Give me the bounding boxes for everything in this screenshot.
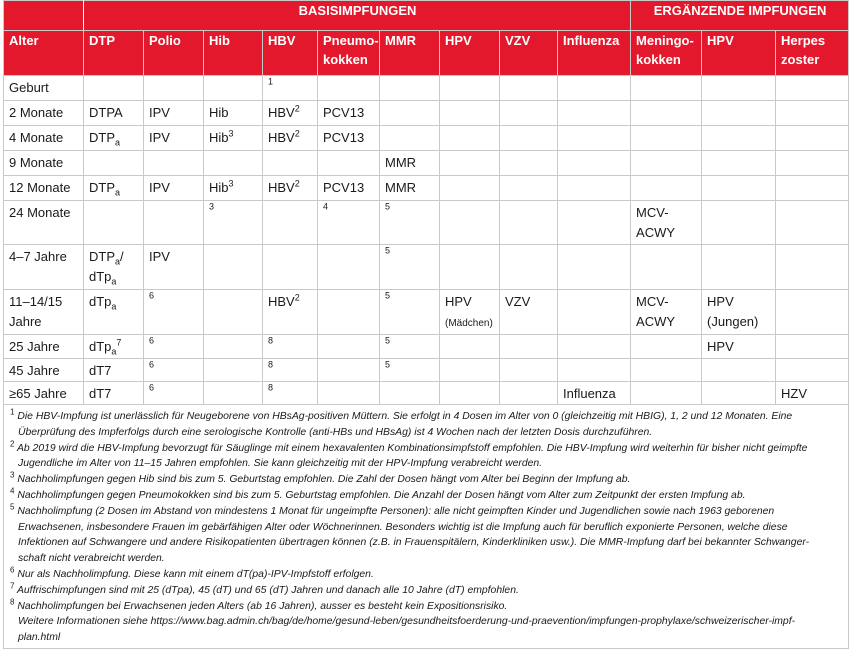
cell-hbv: 8 bbox=[263, 382, 318, 405]
cell-hbv: HBV$^2$ bbox=[263, 176, 318, 201]
footnote-4: $^4$ Nachholimpfungen gegen Pneumokokken sind bis zum 5. Geburtstag empfohlen. Die Anzahl der Dosen hängt vom Alter zum Zeitpunkt der ersten Impfung ab. bbox=[10, 486, 746, 501]
table-row bbox=[4, 151, 849, 176]
cell-polio: IPV bbox=[144, 126, 204, 151]
group-extra-header: ERGÄNZENDE IMPFUNGEN bbox=[631, 1, 849, 31]
cell-hbv: 8 bbox=[263, 335, 318, 359]
cell-mmr: 5 bbox=[380, 201, 440, 245]
col-pneumo: Pneumo- kokken bbox=[318, 31, 380, 76]
cell-age: 12 Monate bbox=[4, 176, 84, 201]
group-header-row bbox=[4, 1, 849, 31]
header-blank bbox=[4, 1, 84, 31]
cell-pneumo: PCV13 bbox=[318, 126, 380, 151]
table-row bbox=[4, 201, 849, 245]
info-link[interactable]: Weitere Informationen siehe https://www.bag.admin.ch/bag/de/home/gesund-leben/gesundheitsfoerderung-und-praevention/impfungen-prophylaxe/schweizerischer-impf- bbox=[18, 616, 796, 628]
cell-pneumo: PCV13 bbox=[318, 101, 380, 126]
table-row bbox=[4, 359, 849, 382]
cell-dtp: dT7 bbox=[84, 359, 144, 382]
cell-pneumo: PCV13 bbox=[318, 176, 380, 201]
cell-polio: IPV bbox=[144, 245, 204, 290]
table-row bbox=[4, 335, 849, 359]
table-row bbox=[4, 101, 849, 126]
col-hpv: HPV bbox=[440, 31, 500, 76]
cell-mmr: MMR bbox=[380, 151, 440, 176]
cell-dtp: dTp$_a^7$ bbox=[84, 335, 144, 359]
footnote-2: $^2$ Ab 2019 wird die HBV-Impfung bevorzugt für Säuglinge mit einem hexavalenten Kombinationsimpfstoff empfohlen. Die HBV-Impfung wird weiterhin für bisher nicht geimpfte bbox=[10, 439, 808, 454]
footnote-5: $^5$ Nachholimpfung (2 Dosen im Abstand von mindestens 1 Monat für ungeimpfte Personen): alle nicht geimpften Kinder und Jugendlichen sowie nach 1963 geborenen bbox=[10, 502, 775, 517]
cell-dtp: DTPA bbox=[84, 101, 144, 126]
cell-meningo: MCV- ACWY bbox=[631, 290, 702, 335]
cell-polio: 6 bbox=[144, 382, 204, 405]
group-basic-header: BASISIMPFUNGEN bbox=[84, 1, 631, 31]
cell-hbv: 8 bbox=[263, 359, 318, 382]
cell-hpv: HPV (Mädchen) bbox=[440, 290, 500, 335]
col-dtp: DTP bbox=[84, 31, 144, 76]
cell-age: 25 Jahre bbox=[4, 335, 84, 359]
cell-hib: 3 bbox=[204, 201, 263, 245]
cell-hib: Hib bbox=[204, 101, 263, 126]
cell-herpes: HZV bbox=[776, 382, 849, 405]
cell-age: 24 Monate bbox=[4, 201, 84, 245]
cell-age: 4–7 Jahre bbox=[4, 245, 84, 290]
col-meningo: Meningo- kokken bbox=[631, 31, 702, 76]
footnote-3: $^3$ Nachholimpfungen gegen Hib sind bis zum 5. Geburtstag empfohlen. Die Zahl der Dosen hängt vom Alter bei Beginn der Impfung ab. bbox=[10, 470, 631, 486]
table-row bbox=[4, 76, 849, 101]
col-hbv: HBV bbox=[263, 31, 318, 76]
cell-age: Geburt bbox=[4, 76, 84, 101]
cell-dtp: dT7 bbox=[84, 382, 144, 405]
footnote-8: $^8$ Nachholimpfungen bei Erwachsenen jeden Alters (ab 16 Jahren), ausser es besteht kein Expositionsrisiko. bbox=[10, 597, 508, 612]
cell-hib: Hib$^3$ bbox=[204, 126, 263, 151]
col-alter: Alter bbox=[4, 31, 84, 76]
col-hpv-extra: HPV bbox=[702, 31, 776, 76]
cell-age: 4 Monate bbox=[4, 126, 84, 151]
cell-dtp: $DTP_a$ bbox=[84, 176, 144, 201]
cell-meningo: MCV- ACWY bbox=[631, 201, 702, 245]
cell-polio: 6 bbox=[144, 290, 204, 335]
footnote-5-cont: Erwachsenen, insbesondere Frauen im gebärfähigen Alter oder Wöchnerinnen. Besonders wichtig ist die Impfung auch für beruflich exponierte Personen, welche diese bbox=[18, 521, 788, 533]
col-polio: Polio bbox=[144, 31, 204, 76]
column-header-row bbox=[4, 31, 849, 76]
cell-hbv: HBV$^2$ bbox=[263, 101, 318, 126]
table-row bbox=[4, 245, 849, 290]
cell-age: 9 Monate bbox=[4, 151, 84, 176]
cell-vzv: VZV bbox=[500, 290, 558, 335]
cell-dtp: dTp$_a$ bbox=[84, 290, 144, 335]
col-hib: Hib bbox=[204, 31, 263, 76]
schedule-table bbox=[3, 0, 849, 405]
cell-polio: IPV bbox=[144, 101, 204, 126]
cell-dtp: $DTP_a/$ dTp$_a$ bbox=[84, 245, 144, 290]
footnote-2-cont: Jugendliche im Alter von 11–15 Jahren empfohlen. Sie kann gleichzeitig mit der HPV-Impfung verabreicht werden. bbox=[18, 458, 543, 470]
cell-mmr: 5 bbox=[380, 245, 440, 290]
col-herpes: Herpes zoster bbox=[776, 31, 849, 76]
cell-influenza: Influenza bbox=[558, 382, 631, 405]
cell-polio: 6 bbox=[144, 359, 204, 382]
cell-hbv: HBV$^2$ bbox=[263, 290, 318, 335]
table-row bbox=[4, 382, 849, 405]
table-row bbox=[4, 176, 849, 201]
cell-pneumo: 4 bbox=[318, 201, 380, 245]
info-link-cont[interactable]: plan.html bbox=[18, 632, 61, 644]
footnote-6: $^6$ Nur als Nachholimpfung. Diese kann mit einem dT(pa)-IPV-Impfstoff erfolgen. bbox=[10, 565, 374, 580]
cell-mmr: MMR bbox=[380, 176, 440, 201]
cell-mmr: 5 bbox=[380, 335, 440, 359]
vaccination-schedule bbox=[3, 0, 851, 649]
cell-dtp: $DTP_a$ bbox=[84, 126, 144, 151]
cell-hpv-extra: HPV bbox=[702, 335, 776, 359]
footnote-5-cont: Infektionen auf Schwangere und andere Risikopatienten übertragen können (z.B. in Frauenspitälern, Kinderkliniken usw.). Die MMR-Impfung darf bei bekannter Schwanger- bbox=[18, 537, 810, 549]
table-row bbox=[4, 126, 849, 151]
cell-age: 45 Jahre bbox=[4, 359, 84, 382]
cell-hbv: 1 bbox=[263, 76, 318, 101]
col-influenza: Influenza bbox=[558, 31, 631, 76]
footnote-5-cont: schaft nicht verabreicht werden. bbox=[18, 553, 165, 565]
cell-age: 2 Monate bbox=[4, 101, 84, 126]
col-mmr: MMR bbox=[380, 31, 440, 76]
table-row bbox=[4, 290, 849, 335]
cell-hbv: HBV$^2$ bbox=[263, 126, 318, 151]
cell-polio: IPV bbox=[144, 176, 204, 201]
footnote-1: $^1$ Die HBV-Impfung ist unerlässlich für Neugeborene von HBsAg-positiven Müttern. Sie erfolgt in 4 Dosen im Alter von 0 (gleichzeitig mit HBIG), 1, 2 und 12 Monaten. Eine bbox=[10, 407, 793, 422]
cell-hib: Hib$^3$ bbox=[204, 176, 263, 201]
cell-hpv-extra: HPV (Jungen) bbox=[702, 290, 776, 335]
col-vzv: VZV bbox=[500, 31, 558, 76]
cell-polio: 6 bbox=[144, 335, 204, 359]
cell-mmr: 5 bbox=[380, 359, 440, 382]
footnotes bbox=[3, 405, 849, 649]
cell-age: 11–14/15 Jahre bbox=[4, 290, 84, 335]
footnote-1-cont: Überprüfung des Impferfolgs durch eine serologische Kontrolle (anti-HBs und HBsAg) ist 4 Wochen nach der letzten Dosis durchzuführen. bbox=[18, 426, 653, 438]
cell-mmr: 5 bbox=[380, 290, 440, 335]
cell-age: ≥65 Jahre bbox=[4, 382, 84, 405]
footnote-7: $^7$ Auffrischimpfungen sind mit 25 (dTpa), 45 (dT) und 65 (dT) Jahren und danach alle 10 Jahre (dT) empfohlen. bbox=[10, 581, 519, 596]
